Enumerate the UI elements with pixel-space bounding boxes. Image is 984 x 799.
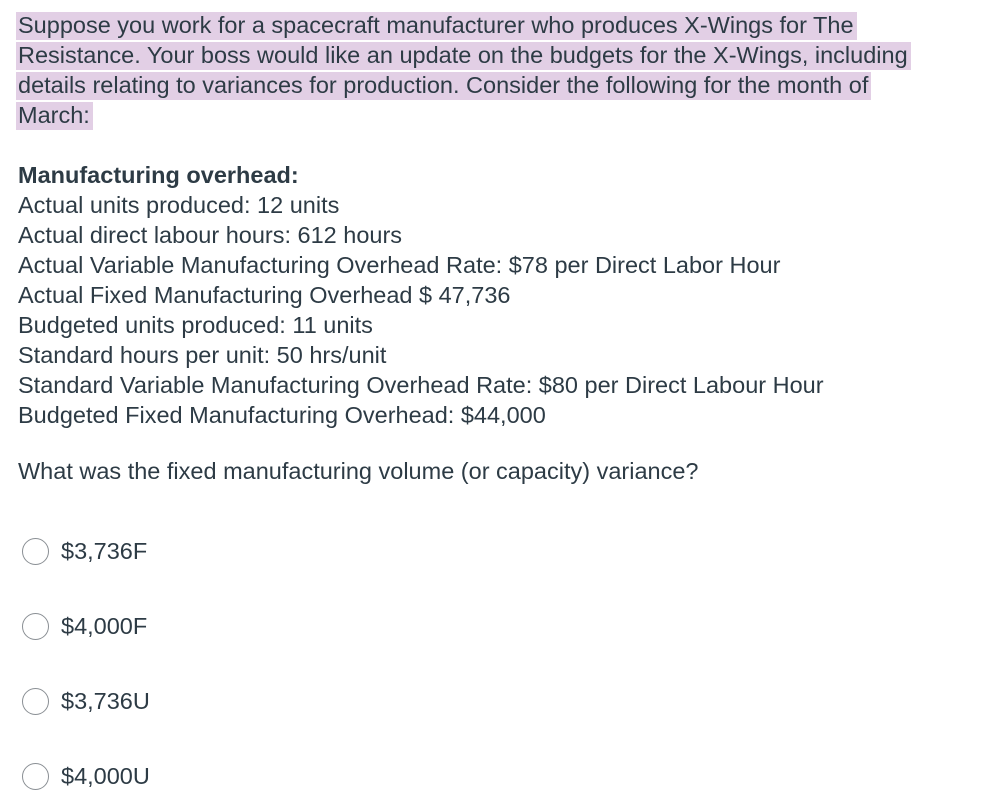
detail-item: Budgeted units produced: 11 units (18, 312, 373, 338)
radio-button[interactable] (22, 613, 49, 640)
intro-line (16, 100, 968, 130)
answer-option[interactable] (22, 761, 150, 791)
answer-label: $3,736F (61, 538, 148, 564)
radio-button[interactable] (22, 538, 49, 565)
answer-option[interactable] (22, 686, 150, 716)
detail-item: Standard Variable Manufacturing Overhead Rate: $80 per Direct Labour Hour (18, 372, 824, 398)
detail-item: Actual units produced: 12 units (18, 192, 340, 218)
answer-label: $4,000F (61, 613, 148, 639)
answer-option[interactable] (22, 536, 147, 566)
intro-line (16, 40, 968, 70)
question-prompt: What was the fixed manufacturing volume (or capacity) variance? (18, 458, 699, 484)
manufacturing-overhead-details (18, 160, 968, 430)
intro-line (16, 70, 968, 100)
detail-item: Actual direct labour hours: 612 hours (18, 222, 403, 248)
answer-label: $3,736U (61, 688, 150, 714)
detail-item: Budgeted Fixed Manufacturing Overhead: $44,000 (18, 402, 546, 428)
intro-line (16, 10, 968, 40)
answer-label: $4,000U (61, 763, 150, 789)
highlighted-text: Resistance. Your boss would like an update on the budgets for the X-Wings, including (16, 42, 911, 70)
highlighted-text: March: (16, 102, 93, 130)
highlighted-text: details relating to variances for production. Consider the following for the month of (16, 72, 871, 100)
question-intro (16, 10, 968, 130)
radio-button[interactable] (22, 688, 49, 715)
radio-button[interactable] (22, 763, 49, 790)
answer-option[interactable] (22, 611, 147, 641)
detail-item: Actual Variable Manufacturing Overhead Rate: $78 per Direct Labor Hour (18, 252, 781, 278)
details-heading: Manufacturing overhead: (18, 162, 299, 188)
detail-item: Standard hours per unit: 50 hrs/unit (18, 342, 387, 368)
highlighted-text: Suppose you work for a spacecraft manufacturer who produces X-Wings for The (16, 12, 857, 40)
detail-item: Actual Fixed Manufacturing Overhead $ 47,736 (18, 282, 511, 308)
